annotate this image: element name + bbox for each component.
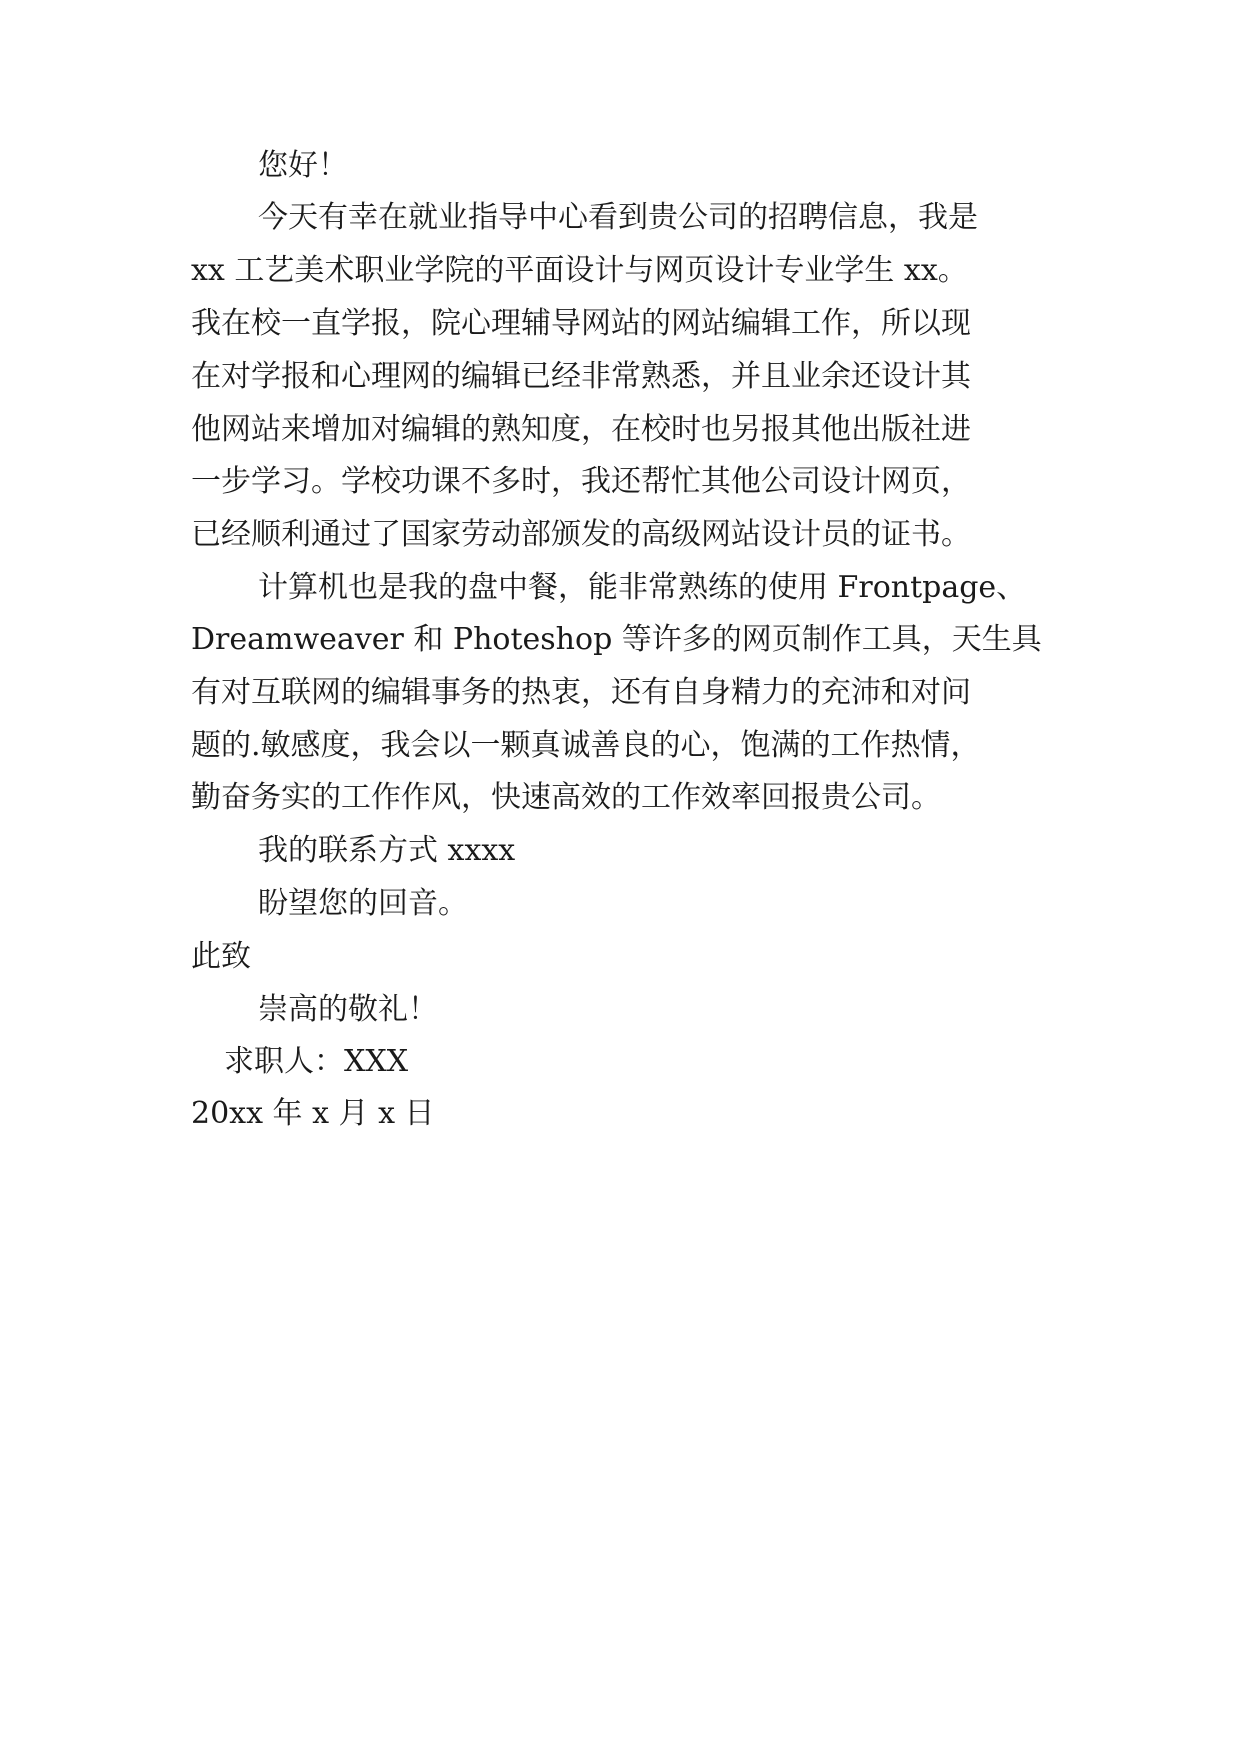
body-line-4: 在对学报和心理网的编辑已经非常熟悉，并且业余还设计其 [191,359,971,394]
body-line-10: 有对互联网的编辑事务的热衷，还有自身精力的充沛和对问 [191,675,971,710]
body-line-6: 一步学习。学校功课不多时，我还帮忙其他公司设计网页， [191,464,971,499]
salutation-line-2: 崇高的敬礼！ [258,992,438,1027]
body-line-11: 题的.敏感度，我会以一颗真诚善良的心，饱满的工作热情， [191,728,981,763]
greeting: 您好！ [258,148,348,183]
body-line-12: 勤奋务实的工作作风，快速高效的工作效率回报贵公司。 [191,780,941,815]
signature-line: 求职人：XXX [224,1044,409,1079]
closing-line: 盼望您的回音。 [258,886,468,921]
body-line-1: 今天有幸在就业指导中心看到贵公司的招聘信息，我是 [258,200,978,235]
salutation-line-1: 此致 [191,939,251,974]
body-line-3: 我在校一直学报，院心理辅导网站的网站编辑工作，所以现 [191,306,971,341]
body-line-9: Dreamweaver 和 Photeshop 等许多的网页制作工具，天生具 [191,622,1042,657]
body-line-7: 已经顺利通过了国家劳动部颁发的高级网站设计员的证书。 [191,517,971,552]
body-line-2: xx 工艺美术职业学院的平面设计与网页设计专业学生 xx。 [191,253,968,288]
date-line: 20xx 年 x 月 x 日 [191,1096,435,1131]
body-line-5: 他网站来增加对编辑的熟知度，在校时也另报其他出版社进 [191,412,971,447]
body-line-8: 计算机也是我的盘中餐，能非常熟练的使用 Frontpage、 [258,570,1027,605]
contact-line: 我的联系方式 xxxx [258,833,516,868]
